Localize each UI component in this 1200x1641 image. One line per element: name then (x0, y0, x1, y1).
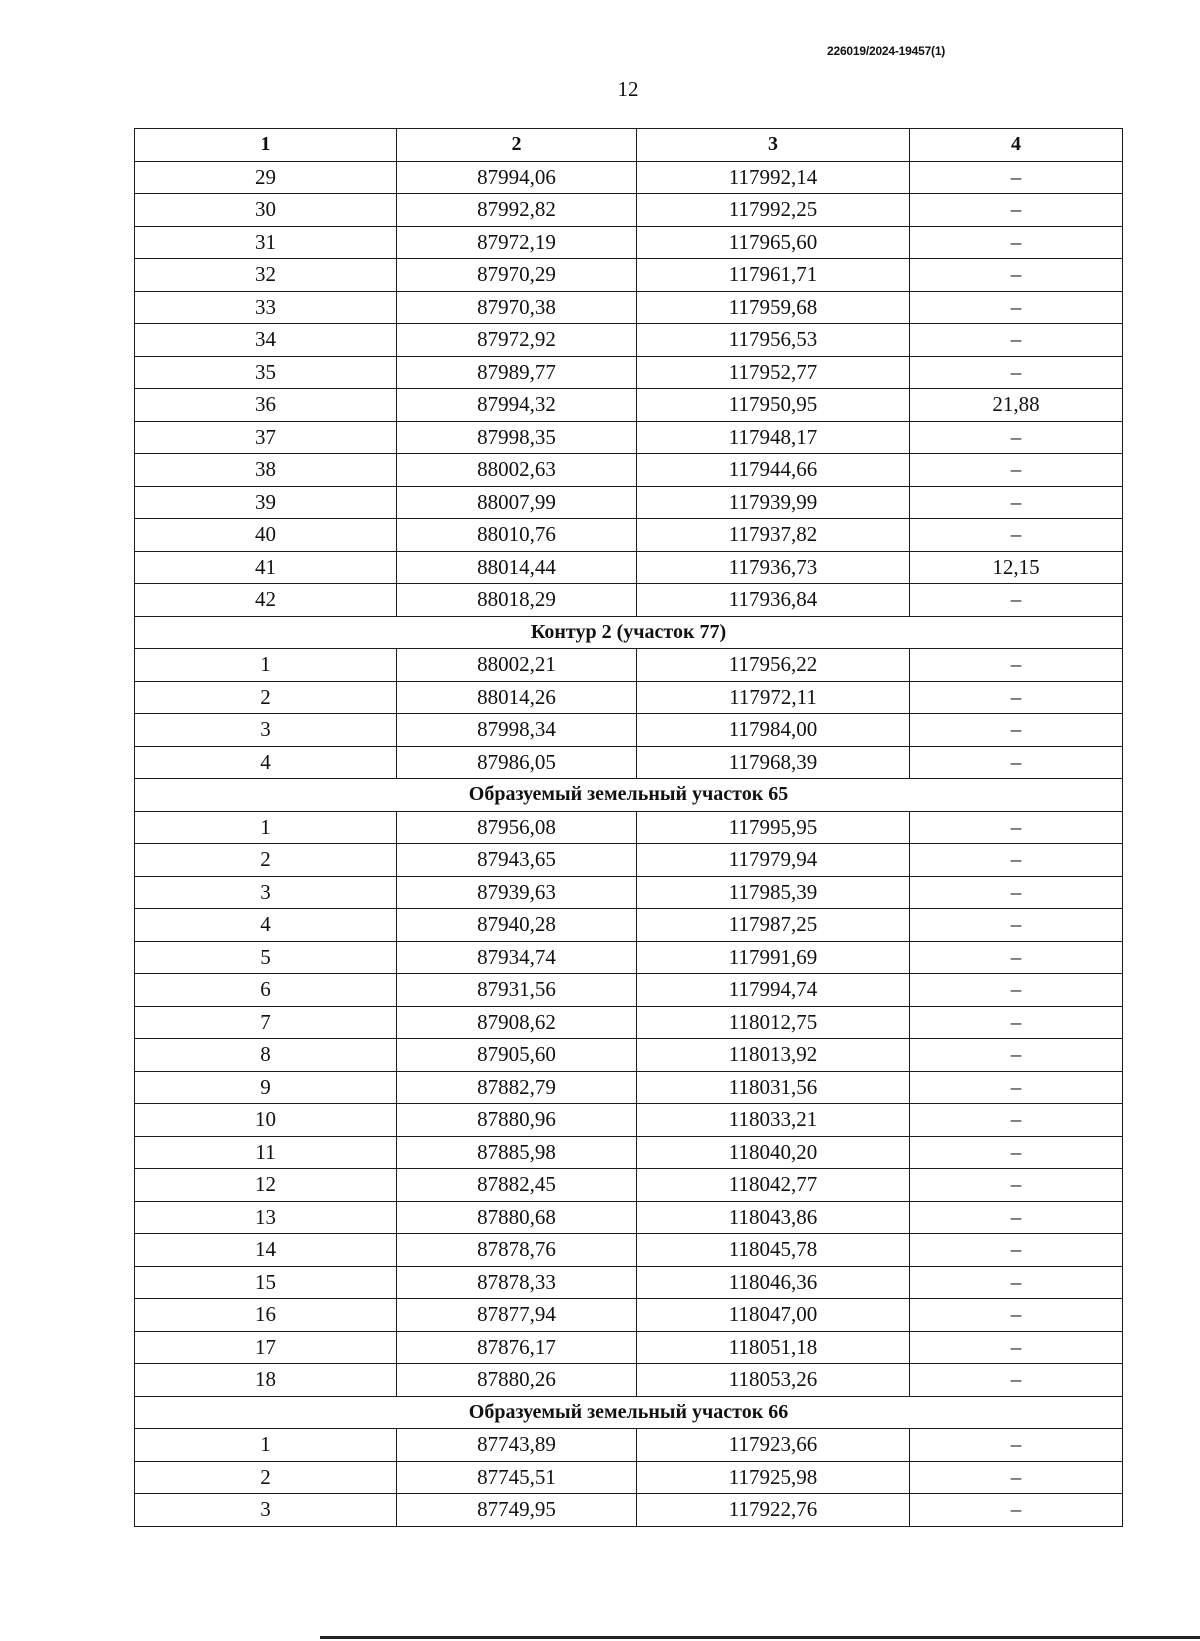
bottom-rule (320, 1636, 1200, 1639)
point-number-cell: 32 (135, 259, 397, 292)
table-row (135, 454, 1123, 487)
table-row (135, 876, 1123, 909)
table-row (135, 551, 1123, 584)
table-row (135, 746, 1123, 779)
y-coordinate-cell: 118031,56 (637, 1071, 910, 1104)
distance-cell: – (910, 1136, 1123, 1169)
x-coordinate-cell: 87908,62 (397, 1006, 637, 1039)
y-coordinate-cell: 117972,11 (637, 681, 910, 714)
y-coordinate-cell: 118053,26 (637, 1364, 910, 1397)
distance-cell: – (910, 324, 1123, 357)
x-coordinate-cell: 87940,28 (397, 909, 637, 942)
y-coordinate-cell: 117965,60 (637, 226, 910, 259)
table-row (135, 194, 1123, 227)
distance-cell: 12,15 (910, 551, 1123, 584)
table-row (135, 356, 1123, 389)
table-row (135, 324, 1123, 357)
point-number-cell: 18 (135, 1364, 397, 1397)
table-row (135, 1331, 1123, 1364)
table-row (135, 226, 1123, 259)
distance-cell: – (910, 226, 1123, 259)
distance-cell: – (910, 1201, 1123, 1234)
distance-cell: – (910, 1104, 1123, 1137)
table-row (135, 1299, 1123, 1332)
y-coordinate-cell: 118042,77 (637, 1169, 910, 1202)
table-row (135, 161, 1123, 194)
section-title: Образуемый земельный участок 65 (135, 779, 1123, 812)
y-coordinate-cell: 118043,86 (637, 1201, 910, 1234)
y-coordinate-cell: 117992,14 (637, 161, 910, 194)
y-coordinate-cell: 117991,69 (637, 941, 910, 974)
column-header: 4 (910, 129, 1123, 162)
section-header-row (135, 616, 1123, 649)
distance-cell: – (910, 194, 1123, 227)
table-body (135, 161, 1123, 1526)
x-coordinate-cell: 87970,38 (397, 291, 637, 324)
y-coordinate-cell: 117987,25 (637, 909, 910, 942)
x-coordinate-cell: 88002,63 (397, 454, 637, 487)
x-coordinate-cell: 87986,05 (397, 746, 637, 779)
table-row (135, 844, 1123, 877)
distance-cell: – (910, 1234, 1123, 1267)
distance-cell: – (910, 1071, 1123, 1104)
distance-cell: – (910, 941, 1123, 974)
distance-cell: – (910, 714, 1123, 747)
point-number-cell: 15 (135, 1266, 397, 1299)
point-number-cell: 2 (135, 844, 397, 877)
x-coordinate-cell: 87972,19 (397, 226, 637, 259)
x-coordinate-cell: 88018,29 (397, 584, 637, 617)
y-coordinate-cell: 117956,22 (637, 649, 910, 682)
point-number-cell: 34 (135, 324, 397, 357)
y-coordinate-cell: 117994,74 (637, 974, 910, 1007)
column-header: 3 (637, 129, 910, 162)
point-number-cell: 29 (135, 161, 397, 194)
x-coordinate-cell: 87989,77 (397, 356, 637, 389)
point-number-cell: 39 (135, 486, 397, 519)
table-row (135, 1364, 1123, 1397)
x-coordinate-cell: 87994,32 (397, 389, 637, 422)
y-coordinate-cell: 117923,66 (637, 1429, 910, 1462)
distance-cell: – (910, 454, 1123, 487)
point-number-cell: 12 (135, 1169, 397, 1202)
x-coordinate-cell: 87994,06 (397, 161, 637, 194)
point-number-cell: 8 (135, 1039, 397, 1072)
y-coordinate-cell: 118047,00 (637, 1299, 910, 1332)
distance-cell: – (910, 746, 1123, 779)
point-number-cell: 17 (135, 1331, 397, 1364)
distance-cell: – (910, 259, 1123, 292)
y-coordinate-cell: 118012,75 (637, 1006, 910, 1039)
point-number-cell: 7 (135, 1006, 397, 1039)
y-coordinate-cell: 117959,68 (637, 291, 910, 324)
y-coordinate-cell: 117950,95 (637, 389, 910, 422)
x-coordinate-cell: 87972,92 (397, 324, 637, 357)
table-header-row (135, 129, 1123, 162)
table-row (135, 974, 1123, 1007)
x-coordinate-cell: 87934,74 (397, 941, 637, 974)
y-coordinate-cell: 117948,17 (637, 421, 910, 454)
x-coordinate-cell: 87956,08 (397, 811, 637, 844)
x-coordinate-cell: 87882,79 (397, 1071, 637, 1104)
y-coordinate-cell: 117961,71 (637, 259, 910, 292)
y-coordinate-cell: 117936,84 (637, 584, 910, 617)
table-row (135, 584, 1123, 617)
x-coordinate-cell: 87877,94 (397, 1299, 637, 1332)
distance-cell: – (910, 1006, 1123, 1039)
table-row (135, 1234, 1123, 1267)
point-number-cell: 1 (135, 649, 397, 682)
table-row (135, 909, 1123, 942)
point-number-cell: 3 (135, 1494, 397, 1527)
point-number-cell: 41 (135, 551, 397, 584)
x-coordinate-cell: 87885,98 (397, 1136, 637, 1169)
distance-cell: – (910, 844, 1123, 877)
table-row (135, 389, 1123, 422)
distance-cell: – (910, 421, 1123, 454)
point-number-cell: 40 (135, 519, 397, 552)
x-coordinate-cell: 87880,68 (397, 1201, 637, 1234)
y-coordinate-cell: 117944,66 (637, 454, 910, 487)
distance-cell: – (910, 1461, 1123, 1494)
point-number-cell: 11 (135, 1136, 397, 1169)
y-coordinate-cell: 117984,00 (637, 714, 910, 747)
point-number-cell: 2 (135, 681, 397, 714)
y-coordinate-cell: 117937,82 (637, 519, 910, 552)
distance-cell: – (910, 161, 1123, 194)
y-coordinate-cell: 117956,53 (637, 324, 910, 357)
point-number-cell: 10 (135, 1104, 397, 1137)
distance-cell: – (910, 681, 1123, 714)
point-number-cell: 31 (135, 226, 397, 259)
x-coordinate-cell: 87970,29 (397, 259, 637, 292)
distance-cell: 21,88 (910, 389, 1123, 422)
table-row (135, 1071, 1123, 1104)
table-row (135, 714, 1123, 747)
point-number-cell: 4 (135, 909, 397, 942)
x-coordinate-cell: 87876,17 (397, 1331, 637, 1364)
document-number: 226019/2024-19457(1) (827, 44, 946, 58)
point-number-cell: 16 (135, 1299, 397, 1332)
point-number-cell: 33 (135, 291, 397, 324)
table-row (135, 941, 1123, 974)
table-row (135, 1461, 1123, 1494)
distance-cell: – (910, 584, 1123, 617)
x-coordinate-cell: 87745,51 (397, 1461, 637, 1494)
y-coordinate-cell: 118013,92 (637, 1039, 910, 1072)
table-row (135, 681, 1123, 714)
y-coordinate-cell: 118040,20 (637, 1136, 910, 1169)
y-coordinate-cell: 117952,77 (637, 356, 910, 389)
y-coordinate-cell: 117936,73 (637, 551, 910, 584)
section-header-row (135, 779, 1123, 812)
distance-cell: – (910, 909, 1123, 942)
page-number: 12 (617, 77, 639, 101)
table-row (135, 1429, 1123, 1462)
x-coordinate-cell: 88007,99 (397, 486, 637, 519)
distance-cell: – (910, 1169, 1123, 1202)
x-coordinate-cell: 88014,44 (397, 551, 637, 584)
distance-cell: – (910, 519, 1123, 552)
column-header: 2 (397, 129, 637, 162)
point-number-cell: 2 (135, 1461, 397, 1494)
coordinates-table (134, 128, 1123, 1527)
y-coordinate-cell: 117985,39 (637, 876, 910, 909)
point-number-cell: 6 (135, 974, 397, 1007)
y-coordinate-cell: 117922,76 (637, 1494, 910, 1527)
x-coordinate-cell: 87878,33 (397, 1266, 637, 1299)
table-row (135, 1494, 1123, 1527)
table-row (135, 1201, 1123, 1234)
x-coordinate-cell: 87943,65 (397, 844, 637, 877)
x-coordinate-cell: 87749,95 (397, 1494, 637, 1527)
distance-cell: – (910, 1299, 1123, 1332)
x-coordinate-cell: 87743,89 (397, 1429, 637, 1462)
table-row (135, 291, 1123, 324)
table-row (135, 259, 1123, 292)
distance-cell: – (910, 1266, 1123, 1299)
table-row (135, 1006, 1123, 1039)
x-coordinate-cell: 87880,96 (397, 1104, 637, 1137)
section-title: Образуемый земельный участок 66 (135, 1396, 1123, 1429)
x-coordinate-cell: 88002,21 (397, 649, 637, 682)
point-number-cell: 9 (135, 1071, 397, 1104)
point-number-cell: 38 (135, 454, 397, 487)
x-coordinate-cell: 87939,63 (397, 876, 637, 909)
point-number-cell: 1 (135, 811, 397, 844)
section-title: Контур 2 (участок 77) (135, 616, 1123, 649)
distance-cell: – (910, 356, 1123, 389)
y-coordinate-cell: 117979,94 (637, 844, 910, 877)
column-header: 1 (135, 129, 397, 162)
section-header-row (135, 1396, 1123, 1429)
x-coordinate-cell: 88010,76 (397, 519, 637, 552)
table-row (135, 421, 1123, 454)
y-coordinate-cell: 118033,21 (637, 1104, 910, 1137)
y-coordinate-cell: 117968,39 (637, 746, 910, 779)
table-row (135, 519, 1123, 552)
table-row (135, 811, 1123, 844)
table-row (135, 1169, 1123, 1202)
point-number-cell: 3 (135, 876, 397, 909)
distance-cell: – (910, 1429, 1123, 1462)
y-coordinate-cell: 117939,99 (637, 486, 910, 519)
point-number-cell: 3 (135, 714, 397, 747)
table-row (135, 649, 1123, 682)
point-number-cell: 37 (135, 421, 397, 454)
table-row (135, 1266, 1123, 1299)
distance-cell: – (910, 649, 1123, 682)
point-number-cell: 14 (135, 1234, 397, 1267)
x-coordinate-cell: 87931,56 (397, 974, 637, 1007)
point-number-cell: 36 (135, 389, 397, 422)
x-coordinate-cell: 87882,45 (397, 1169, 637, 1202)
distance-cell: – (910, 811, 1123, 844)
table-row (135, 1104, 1123, 1137)
distance-cell: – (910, 1364, 1123, 1397)
point-number-cell: 4 (135, 746, 397, 779)
distance-cell: – (910, 1039, 1123, 1072)
table-row (135, 1039, 1123, 1072)
distance-cell: – (910, 876, 1123, 909)
y-coordinate-cell: 118051,18 (637, 1331, 910, 1364)
point-number-cell: 1 (135, 1429, 397, 1462)
x-coordinate-cell: 87998,35 (397, 421, 637, 454)
x-coordinate-cell: 87878,76 (397, 1234, 637, 1267)
point-number-cell: 13 (135, 1201, 397, 1234)
x-coordinate-cell: 88014,26 (397, 681, 637, 714)
table-row (135, 486, 1123, 519)
point-number-cell: 30 (135, 194, 397, 227)
point-number-cell: 35 (135, 356, 397, 389)
y-coordinate-cell: 117925,98 (637, 1461, 910, 1494)
point-number-cell: 42 (135, 584, 397, 617)
distance-cell: – (910, 486, 1123, 519)
distance-cell: – (910, 291, 1123, 324)
table-row (135, 1136, 1123, 1169)
y-coordinate-cell: 117992,25 (637, 194, 910, 227)
x-coordinate-cell: 87998,34 (397, 714, 637, 747)
distance-cell: – (910, 1494, 1123, 1527)
x-coordinate-cell: 87880,26 (397, 1364, 637, 1397)
point-number-cell: 5 (135, 941, 397, 974)
distance-cell: – (910, 974, 1123, 1007)
y-coordinate-cell: 118045,78 (637, 1234, 910, 1267)
y-coordinate-cell: 117995,95 (637, 811, 910, 844)
x-coordinate-cell: 87992,82 (397, 194, 637, 227)
distance-cell: – (910, 1331, 1123, 1364)
y-coordinate-cell: 118046,36 (637, 1266, 910, 1299)
x-coordinate-cell: 87905,60 (397, 1039, 637, 1072)
